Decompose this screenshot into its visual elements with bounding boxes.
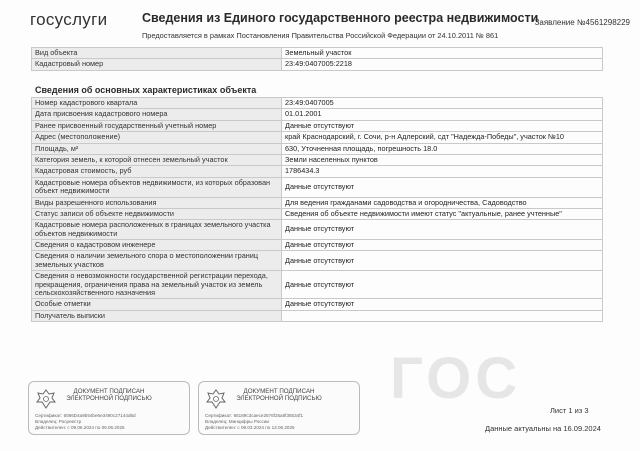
table-row [32,251,603,271]
row-key: Сведения о наличии земельного спора о местоположении границ земельных участков [32,251,282,271]
row-value: Земельный участок [282,48,603,59]
table-row [32,271,603,299]
stamp-owner: Владелец: Росреестр [35,419,82,424]
table-row [32,132,603,143]
table-row [32,220,603,240]
row-value: 01.01.2001 [282,109,603,120]
table-row [32,154,603,165]
row-key: Сведения о невозможности государственной регистрации перехода, прекращения, ограничения права на земельный участок из земель сельскохозяйственного назначения [32,271,282,299]
row-value: 23:49:0407005 [282,98,603,109]
row-value: край Краснодарский, г. Сочи, р-н Адлерский, сдт "Надежда-Победы", участок №10 [282,132,603,143]
stamp-certificate: Сертификат: 6086D4a9b54be6e3490c27144d6d [35,413,136,418]
table-row [32,299,603,310]
table-row [32,109,603,120]
row-value: Данные отсутствуют [282,251,603,271]
row-value: Данные отсутствуют [282,240,603,251]
stamp-validity: Действителен: с 09.03.2024 по 13.06.2025 [205,425,295,430]
row-key: Сведения о кадастровом инженере [32,240,282,251]
row-value: Данные отсутствуют [282,120,603,131]
row-key: Кадастровый номер [32,59,282,70]
row-key: Статус записи об объекте недвижимости [32,208,282,219]
table-row [32,310,603,321]
row-key: Виды разрешенного использования [32,197,282,208]
watermark: ГОС [390,346,522,411]
page-number: Лист 1 из 3 [550,406,589,415]
stamp-certificate: Сертификат: 65189c3caece2576f25a6f35534f1 [205,413,304,418]
row-value: Для ведения гражданами садоводства и огородничества, Садоводство [282,197,603,208]
section-title: Сведения об основных характеристиках объекта [35,85,257,95]
object-type-table [31,47,603,71]
table-row [32,48,603,59]
row-key: Особые отметки [32,299,282,310]
stamp-owner: Владелец: Минцифры России [205,419,269,424]
table-row [32,120,603,131]
row-value: 23:49:0407005:2218 [282,59,603,70]
row-value: Данные отсутствуют [282,271,603,299]
table-row [32,98,603,109]
row-key: Вид объекта [32,48,282,59]
table-row [32,59,603,70]
row-key: Дата присвоения кадастрового номера [32,109,282,120]
statement-number: Заявление №4561298229 [534,18,630,27]
signature-stamp-rosreestr [28,381,190,435]
row-key: Получатель выписки [32,310,282,321]
data-actual-date: Данные актуальны на 16.09.2024 [485,424,601,433]
document-title: Сведения из Единого государственного реестра недвижимости [142,11,539,25]
row-key: Адрес (местоположение) [32,132,282,143]
coat-of-arms-icon [205,388,227,410]
row-key: Ранее присвоенный государственный учетный номер [32,120,282,131]
gosuslugi-logo: госуслуги [30,10,108,29]
stamp-title: ДОКУМЕНТ ПОДПИСАН ЭЛЕКТРОННОЙ ПОДПИСЬЮ [236,388,322,403]
stamp-validity: Действителен: с 09.06.2024 по 09.06.2025 [35,425,125,430]
row-value [282,310,603,321]
row-key: Кадастровая стоимость, руб [32,166,282,177]
row-value: Данные отсутствуют [282,220,603,240]
stamp-title: ДОКУМЕНТ ПОДПИСАН ЭЛЕКТРОННОЙ ПОДПИСЬЮ [66,388,152,403]
table-row [32,143,603,154]
signature-stamp-mintsifry [198,381,360,435]
row-key: Категория земель, к которой отнесен земельный участок [32,154,282,165]
row-value: 630, Уточненная площадь, погрешность 18.0 [282,143,603,154]
row-key: Кадастровые номера объектов недвижимости, из которых образован объект недвижимости [32,177,282,197]
characteristics-table [31,97,603,322]
row-key: Площадь, м² [32,143,282,154]
table-row [32,166,603,177]
document-subtitle: Предоставляется в рамках Постановления Правительства Российской Федерации от 24.10.2011 № 861 [142,31,499,40]
table-row [32,208,603,219]
coat-of-arms-icon [35,388,57,410]
row-key: Номер кадастрового квартала [32,98,282,109]
table-row [32,197,603,208]
row-value: 1786434.3 [282,166,603,177]
row-value: Сведения об объекте недвижимости имеют статус "актуальные, ранее учтенные" [282,208,603,219]
table-row [32,177,603,197]
table-row [32,240,603,251]
row-key: Кадастровые номера расположенных в границах земельного участка объектов недвижимости [32,220,282,240]
row-value: Данные отсутствуют [282,299,603,310]
row-value: Данные отсутствуют [282,177,603,197]
row-value: Земли населенных пунктов [282,154,603,165]
